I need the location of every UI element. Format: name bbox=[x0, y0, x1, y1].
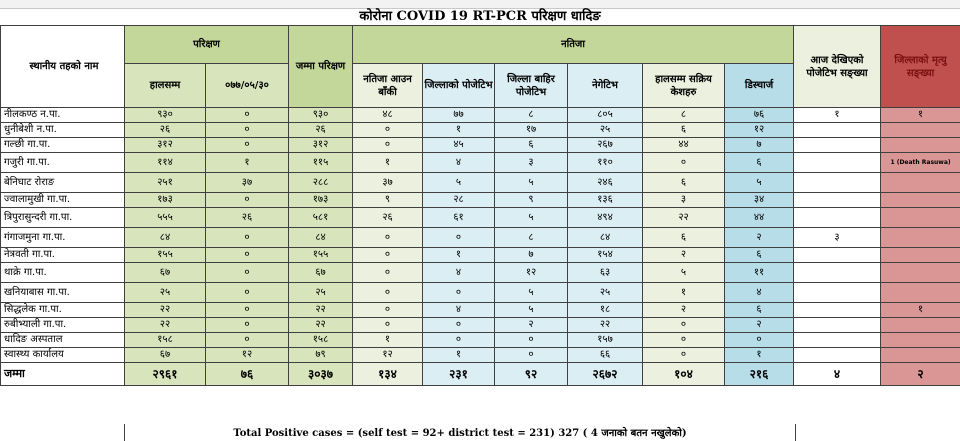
table-row bbox=[1, 333, 960, 348]
cell-pending: ९ bbox=[353, 193, 423, 208]
cell-dist: ० bbox=[423, 228, 495, 248]
cell-till: १५८ bbox=[125, 333, 206, 348]
cell-total: १५५ bbox=[289, 248, 353, 263]
cell-dist: ० bbox=[423, 333, 495, 348]
cell-name: नेत्रवती गा.पा. bbox=[1, 248, 125, 263]
cell-till: २५ bbox=[125, 283, 206, 303]
cell-disch: ११ bbox=[725, 263, 794, 283]
cell-name: गंगाजमुना गा.पा. bbox=[1, 228, 125, 248]
total-total: ३०३७ bbox=[289, 363, 353, 386]
total-row bbox=[1, 363, 960, 386]
cell-active: २ bbox=[643, 303, 725, 318]
cell-name: धादिङ अस्पताल bbox=[1, 333, 125, 348]
table-row bbox=[1, 303, 960, 318]
total-pending: १३४ bbox=[353, 363, 423, 386]
cell-out: ८ bbox=[495, 108, 568, 123]
date-header: ०७७/०५/३० bbox=[206, 64, 289, 108]
cell-neg: ८४ bbox=[568, 228, 643, 248]
cell-pending: ० bbox=[353, 318, 423, 333]
cell-pending: १ bbox=[353, 333, 423, 348]
cell-out: ५ bbox=[495, 283, 568, 303]
cell-active: ० bbox=[643, 153, 725, 173]
cell-name: नीलकण्ठ न.पा. bbox=[1, 108, 125, 123]
cell-today: ३ bbox=[794, 228, 881, 248]
cell-till: ३१२ bbox=[125, 138, 206, 153]
cell-total: १५८ bbox=[289, 333, 353, 348]
cell-total: १७३ bbox=[289, 193, 353, 208]
cell-out: ० bbox=[495, 333, 568, 348]
cell-neg: २५ bbox=[568, 283, 643, 303]
cell-today bbox=[794, 263, 881, 283]
cell-name: सिद्धलेक गा.पा. bbox=[1, 303, 125, 318]
cell-total: ७९ bbox=[289, 348, 353, 363]
cell-disch: ६ bbox=[725, 303, 794, 318]
cell-active: ४४ bbox=[643, 138, 725, 153]
testing-header: परिक्षण bbox=[125, 26, 289, 64]
table-row bbox=[1, 138, 960, 153]
cell-neg: २६७ bbox=[568, 138, 643, 153]
cell-pending: ० bbox=[353, 283, 423, 303]
cell-disch: ४४ bbox=[725, 208, 794, 228]
table-row bbox=[1, 348, 960, 363]
cell-dist: ० bbox=[423, 318, 495, 333]
page-title: कोरोना COVID 19 RT-PCR परिक्षण धादिङ bbox=[359, 9, 601, 24]
cell-neg: ४९४ bbox=[568, 208, 643, 228]
cell-till: ८४ bbox=[125, 228, 206, 248]
cell-name: रुबीभ्याली गा.पा. bbox=[1, 318, 125, 333]
cell-name: ज्वालामुखी गा.पा. bbox=[1, 193, 125, 208]
cell-disch: ५ bbox=[725, 173, 794, 193]
cell-today bbox=[794, 138, 881, 153]
cell-neg: २२ bbox=[568, 318, 643, 333]
cell-till: १५५ bbox=[125, 248, 206, 263]
cell-disch: ६ bbox=[725, 248, 794, 263]
cell-today: १ bbox=[794, 108, 881, 123]
cell-out: ० bbox=[495, 348, 568, 363]
cell-death: १ bbox=[881, 108, 960, 123]
cell-death bbox=[881, 248, 960, 263]
cell-active: ५ bbox=[643, 263, 725, 283]
pending-header: नतिजा आउन बाँकी bbox=[353, 64, 423, 108]
cell-active: ८ bbox=[643, 108, 725, 123]
active-cases-header: हालसम्म सक्रिय केशहरु bbox=[643, 64, 725, 108]
cell-disch: ३४ bbox=[725, 193, 794, 208]
table-row bbox=[1, 263, 960, 283]
total-testing-header: जम्मा परिक्षण bbox=[289, 26, 353, 108]
cell-total: ५८१ bbox=[289, 208, 353, 228]
cell-active: ३ bbox=[643, 193, 725, 208]
total-active: १०४ bbox=[643, 363, 725, 386]
cell-name: गजुरी गा.पा. bbox=[1, 153, 125, 173]
cell-dist: १ bbox=[423, 348, 495, 363]
cell-till: १७३ bbox=[125, 193, 206, 208]
cell-death: १ bbox=[881, 303, 960, 318]
cell-neg: १८ bbox=[568, 303, 643, 318]
cell-active: ० bbox=[643, 333, 725, 348]
table-row bbox=[1, 208, 960, 228]
cell-death bbox=[881, 193, 960, 208]
table-row bbox=[1, 193, 960, 208]
cell-disch: ० bbox=[725, 333, 794, 348]
cell-dist: ४ bbox=[423, 263, 495, 283]
covid-test-table bbox=[0, 25, 960, 386]
cell-till: ५५५ bbox=[125, 208, 206, 228]
cell-out: ५ bbox=[495, 173, 568, 193]
cell-today bbox=[794, 318, 881, 333]
total-till: २९६१ bbox=[125, 363, 206, 386]
cell-till: २५१ bbox=[125, 173, 206, 193]
cell-active: ६ bbox=[643, 123, 725, 138]
cell-date: ० bbox=[206, 138, 289, 153]
cell-disch: ७ bbox=[725, 138, 794, 153]
cell-active: ६ bbox=[643, 173, 725, 193]
district-deaths-header: जिल्लाको मृत्यु सङ्ख्या bbox=[881, 26, 960, 108]
cell-pending: ० bbox=[353, 248, 423, 263]
cell-dist: ४ bbox=[423, 303, 495, 318]
district-positive-header: जिल्लाको पोजेटिभ bbox=[423, 64, 495, 108]
cell-today bbox=[794, 173, 881, 193]
cell-name: खनियाबास गा.पा. bbox=[1, 283, 125, 303]
cell-dist: ४ bbox=[423, 153, 495, 173]
cell-dist: ७७ bbox=[423, 108, 495, 123]
cell-pending: ४८ bbox=[353, 108, 423, 123]
cell-neg: २५ bbox=[568, 123, 643, 138]
local-level-header: स्थानीय तहको नाम bbox=[1, 26, 125, 108]
table-row bbox=[1, 153, 960, 173]
cell-date: ० bbox=[206, 108, 289, 123]
cell-total: ११५ bbox=[289, 153, 353, 173]
cell-disch: ७६ bbox=[725, 108, 794, 123]
cell-till: २२ bbox=[125, 318, 206, 333]
cell-death bbox=[881, 348, 960, 363]
table-row bbox=[1, 173, 960, 193]
table-row bbox=[1, 318, 960, 333]
cell-date: ० bbox=[206, 248, 289, 263]
cell-pending: १ bbox=[353, 153, 423, 173]
cell-out: २ bbox=[495, 318, 568, 333]
cell-death bbox=[881, 333, 960, 348]
cell-active: ० bbox=[643, 318, 725, 333]
table-row bbox=[1, 228, 960, 248]
cell-out: ७ bbox=[495, 248, 568, 263]
cell-total: २५ bbox=[289, 283, 353, 303]
cell-pending: ० bbox=[353, 263, 423, 283]
cell-date: ० bbox=[206, 303, 289, 318]
cell-till: २६ bbox=[125, 123, 206, 138]
footer-note: Total Positive cases = (self test = 92+ district test = 231) 327 ( 4 जनाको बतन नखुलेको) bbox=[124, 424, 796, 441]
cell-today bbox=[794, 248, 881, 263]
cell-till: २२ bbox=[125, 303, 206, 318]
cell-active: ० bbox=[643, 348, 725, 363]
cell-till: ६७ bbox=[125, 263, 206, 283]
cell-name: धुनीबेशी न.पा. bbox=[1, 123, 125, 138]
cell-death: 1 (Death Rasuwa) bbox=[881, 153, 960, 173]
cell-dist: ० bbox=[423, 283, 495, 303]
cell-neg: २४६ bbox=[568, 173, 643, 193]
cell-dist: ५ bbox=[423, 173, 495, 193]
cell-today bbox=[794, 123, 881, 138]
total-neg: २६७२ bbox=[568, 363, 643, 386]
cell-till: ९३० bbox=[125, 108, 206, 123]
cell-date: २६ bbox=[206, 208, 289, 228]
cell-out: १७ bbox=[495, 123, 568, 138]
cell-today bbox=[794, 348, 881, 363]
cell-pending: ३७ bbox=[353, 173, 423, 193]
cell-date: ० bbox=[206, 263, 289, 283]
total-today: ४ bbox=[794, 363, 881, 386]
cell-total: ९३० bbox=[289, 108, 353, 123]
cell-death bbox=[881, 208, 960, 228]
cell-active: ६ bbox=[643, 228, 725, 248]
cell-active: २ bbox=[643, 248, 725, 263]
total-date: ७६ bbox=[206, 363, 289, 386]
cell-total: २६ bbox=[289, 123, 353, 138]
total-death: २ bbox=[881, 363, 960, 386]
cell-today bbox=[794, 208, 881, 228]
cell-dist: १ bbox=[423, 123, 495, 138]
cell-disch: २ bbox=[725, 228, 794, 248]
cell-today bbox=[794, 283, 881, 303]
cell-total: ६७ bbox=[289, 263, 353, 283]
cell-neg: ८०५ bbox=[568, 108, 643, 123]
cell-date: ० bbox=[206, 283, 289, 303]
cell-date: ० bbox=[206, 333, 289, 348]
cell-name: गल्छी गा.पा. bbox=[1, 138, 125, 153]
cell-out: ५ bbox=[495, 303, 568, 318]
cell-name: बेनिघाट रोराङ bbox=[1, 173, 125, 193]
cell-death bbox=[881, 138, 960, 153]
cell-today bbox=[794, 303, 881, 318]
cell-neg: ६३ bbox=[568, 263, 643, 283]
cell-dist: १ bbox=[423, 248, 495, 263]
cell-total: ८४ bbox=[289, 228, 353, 248]
total-label: जम्मा bbox=[1, 363, 125, 386]
cell-date: १२ bbox=[206, 348, 289, 363]
cell-pending: ० bbox=[353, 138, 423, 153]
cell-date: ० bbox=[206, 123, 289, 138]
cell-date: ० bbox=[206, 193, 289, 208]
total-disch: २१६ bbox=[725, 363, 794, 386]
cell-out: ९ bbox=[495, 193, 568, 208]
cell-active: २२ bbox=[643, 208, 725, 228]
cell-today bbox=[794, 193, 881, 208]
cell-pending: ० bbox=[353, 228, 423, 248]
total-dist: २३१ bbox=[423, 363, 495, 386]
cell-name: त्रिपुरासुन्दरी गा.पा. bbox=[1, 208, 125, 228]
cell-name: स्वास्थ्य कार्यालय bbox=[1, 348, 125, 363]
cell-disch: ४ bbox=[725, 283, 794, 303]
cell-active: १ bbox=[643, 283, 725, 303]
cell-death bbox=[881, 123, 960, 138]
cell-disch: ६ bbox=[725, 153, 794, 173]
table-row bbox=[1, 283, 960, 303]
cell-pending: ० bbox=[353, 123, 423, 138]
cell-pending: २६ bbox=[353, 208, 423, 228]
cell-death bbox=[881, 173, 960, 193]
till-now-header: हालसम्म bbox=[125, 64, 206, 108]
cell-total: २८८ bbox=[289, 173, 353, 193]
discharge-header: डिस्चार्ज bbox=[725, 64, 794, 108]
cell-out: ३ bbox=[495, 153, 568, 173]
cell-date: ० bbox=[206, 318, 289, 333]
cell-out: ५ bbox=[495, 208, 568, 228]
cell-date: ३७ bbox=[206, 173, 289, 193]
cell-death bbox=[881, 318, 960, 333]
cell-today bbox=[794, 333, 881, 348]
cell-dist: ६१ bbox=[423, 208, 495, 228]
cell-today bbox=[794, 153, 881, 173]
cell-neg: १३६ bbox=[568, 193, 643, 208]
cell-disch: १२ bbox=[725, 123, 794, 138]
cell-dist: २८ bbox=[423, 193, 495, 208]
cell-out: ६ bbox=[495, 138, 568, 153]
cell-date: ० bbox=[206, 228, 289, 248]
cell-death bbox=[881, 283, 960, 303]
cell-total: २२ bbox=[289, 303, 353, 318]
cell-name: थाक्रे गा.पा. bbox=[1, 263, 125, 283]
cell-death bbox=[881, 263, 960, 283]
table-row bbox=[1, 123, 960, 138]
cell-disch: १ bbox=[725, 348, 794, 363]
results-header: नतिजा bbox=[353, 26, 794, 64]
cell-neg: १५७ bbox=[568, 333, 643, 348]
cell-till: ११४ bbox=[125, 153, 206, 173]
cell-total: ३१२ bbox=[289, 138, 353, 153]
cell-neg: १५४ bbox=[568, 248, 643, 263]
cell-total: २२ bbox=[289, 318, 353, 333]
cell-date: १ bbox=[206, 153, 289, 173]
today-positive-header: आज देखिएको पोजेटिभ सङ्ख्या bbox=[794, 26, 881, 108]
cell-till: ६७ bbox=[125, 348, 206, 363]
cell-disch: २ bbox=[725, 318, 794, 333]
cell-death bbox=[881, 228, 960, 248]
table-row bbox=[1, 108, 960, 123]
cell-dist: ४५ bbox=[423, 138, 495, 153]
cell-pending: १२ bbox=[353, 348, 423, 363]
negative-header: नेगेटिभ bbox=[568, 64, 643, 108]
cell-out: ८ bbox=[495, 228, 568, 248]
cell-out: १२ bbox=[495, 263, 568, 283]
cell-neg: ६६ bbox=[568, 348, 643, 363]
cell-neg: ११० bbox=[568, 153, 643, 173]
table-row bbox=[1, 248, 960, 263]
outside-positive-header: जिल्ला बाहिर पोजेटिभ bbox=[495, 64, 568, 108]
total-out: ९२ bbox=[495, 363, 568, 386]
cell-pending: ० bbox=[353, 303, 423, 318]
